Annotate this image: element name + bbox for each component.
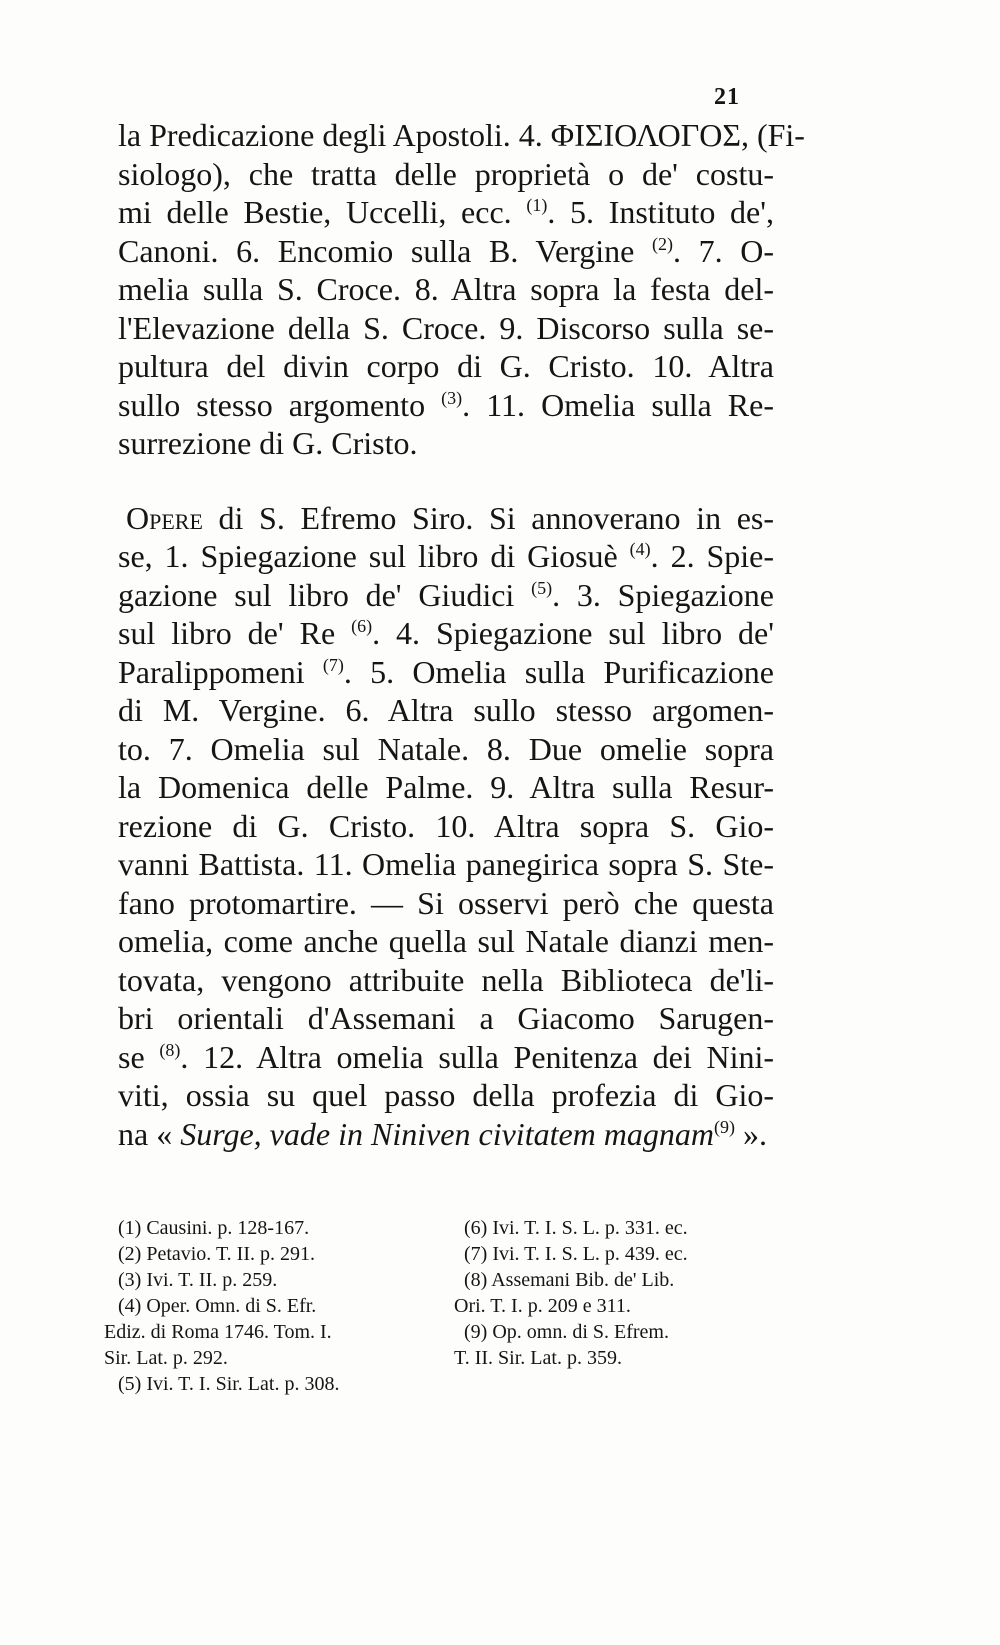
footnote-ref[interactable]: (8) [159, 1039, 181, 1060]
text-line: di M. Vergine. 6. Altra sullo stesso argomen- [118, 692, 774, 728]
footnote-ref[interactable]: (1) [526, 195, 548, 215]
footnote-ref[interactable]: (4) [629, 539, 651, 559]
text-line: rezione di G. Cristo. 10. Altra sopra S. Gio- [118, 807, 774, 844]
text-line: mi delle Bestie, Uccelli, ecc. $^{(1)}$. 5. Instituto de', [118, 194, 775, 230]
footnote-continuation: Ori. T. I. p. 209 e 311. [454, 1295, 631, 1317]
footnote-ref[interactable]: (3) [441, 387, 463, 408]
text-line: pultura del divin corpo di G. Cristo. 10. Altra [118, 348, 774, 384]
opere-heading: Opere [126, 499, 203, 536]
text-line: se, 1. Spiegazione sul libro di Giosuè $^{(4)}$. 2. Spie- [118, 538, 775, 574]
body-text [118, 116, 805, 1153]
text-line: sul libro de' Re $^{(6)}$. 4. Spiegazione sul libro de' [118, 615, 775, 651]
text-line: tovata, vengono attribuite nella Biblioteca de'li- [118, 961, 774, 998]
footnotes-left-column [104, 1215, 428, 1397]
footnote: (2) Petavio. T. II. p. 291. [118, 1243, 316, 1265]
footnote-ref[interactable]: (7) [322, 654, 344, 675]
text-line: viti, ossia su quel passo della profezia di Gio- [118, 1077, 774, 1113]
footnote-ref[interactable]: (9) [714, 1116, 735, 1137]
footnotes [104, 1215, 774, 1397]
footnote-continuation: Sir. Lat. p. 292. [104, 1347, 228, 1369]
text-line: l'Elevazione della S. Croce. 9. Discorso sulla se- [118, 309, 774, 346]
text-line: la Predicazione degli Apostoli. 4. ΦΙΣΙΟΛΟΓΟΣ, (Fi- [118, 117, 805, 153]
footnote-ref[interactable]: (5) [531, 577, 553, 598]
section-gap [118, 463, 774, 499]
text-line: bri orientali d'Assemani a Giacomo Sarugen- [118, 1000, 774, 1036]
footnote-ref[interactable]: (6) [351, 616, 373, 636]
footnote: (8) Assemani Bib. de' Lib. [464, 1269, 675, 1291]
latin-quote: Surge, vade in Niniven civitatem magnam [180, 1115, 714, 1152]
text-line: vanni Battista. 11. Omelia panegirica sopra S. Ste- [118, 846, 774, 882]
footnote: (3) Ivi. T. II. p. 259. [118, 1269, 278, 1291]
footnote-ref[interactable]: (2) [651, 233, 673, 254]
text-line: la Domenica delle Palme. 9. Altra sulla Resur- [118, 769, 774, 805]
text-line: fano protomartire. — Si osservi però che questa [118, 884, 774, 921]
text-line: se $^{(8)}$. 12. Altra omelia sulla Penitenza dei Nini- [118, 1038, 775, 1075]
text-line: Paralippomeni $^{(7)}$. 5. Omelia sulla Purificazione [118, 653, 775, 690]
footnote-continuation: Ediz. di Roma 1746. Tom. I. [104, 1321, 332, 1343]
text-line: gazione sul libro de' Giudici $^{(5)}$. 3. Spiegazione [118, 576, 775, 613]
footnote: (6) Ivi. T. I. S. L. p. 331. ec. [464, 1217, 688, 1239]
text-line: surrezione di G. Cristo. [118, 425, 418, 461]
footnote: (7) Ivi. T. I. S. L. p. 439. ec. [464, 1243, 688, 1265]
page-number: 21 [714, 84, 740, 110]
footnote: (4) Oper. Omn. di S. Efr. [118, 1295, 317, 1317]
text-line: melia sulla S. Croce. 8. Altra sopra la festa del- [118, 271, 774, 307]
footnotes-right-column [454, 1215, 774, 1397]
footnote-continuation: T. II. Sir. Lat. p. 359. [454, 1347, 622, 1369]
footnote: (9) Op. omn. di S. Efrem. [464, 1321, 669, 1343]
text-line: omelia, come anche quella sul Natale dianzi men- [118, 923, 774, 959]
text-line: Opere di S. Efremo Siro. Si annoverano in es- [126, 499, 774, 536]
text-line: na « Surge, vade in Niniven civitatem magnam$^{(9)}$ ». [118, 1115, 767, 1152]
text-line: sullo stesso argomento $^{(3)}$. 11. Omelia sulla Re- [118, 386, 775, 423]
footnote: (5) Ivi. T. I. Sir. Lat. p. 308. [118, 1373, 340, 1395]
footnote: (1) Causini. p. 128-167. [118, 1217, 310, 1239]
text-line: Canoni. 6. Encomio sulla B. Vergine $^{(2)}$. 7. O- [118, 232, 774, 269]
text-line: siologo), che tratta delle proprietà o de' costu- [118, 155, 774, 192]
text-line: to. 7. Omelia sul Natale. 8. Due omelie sopra [118, 730, 774, 767]
